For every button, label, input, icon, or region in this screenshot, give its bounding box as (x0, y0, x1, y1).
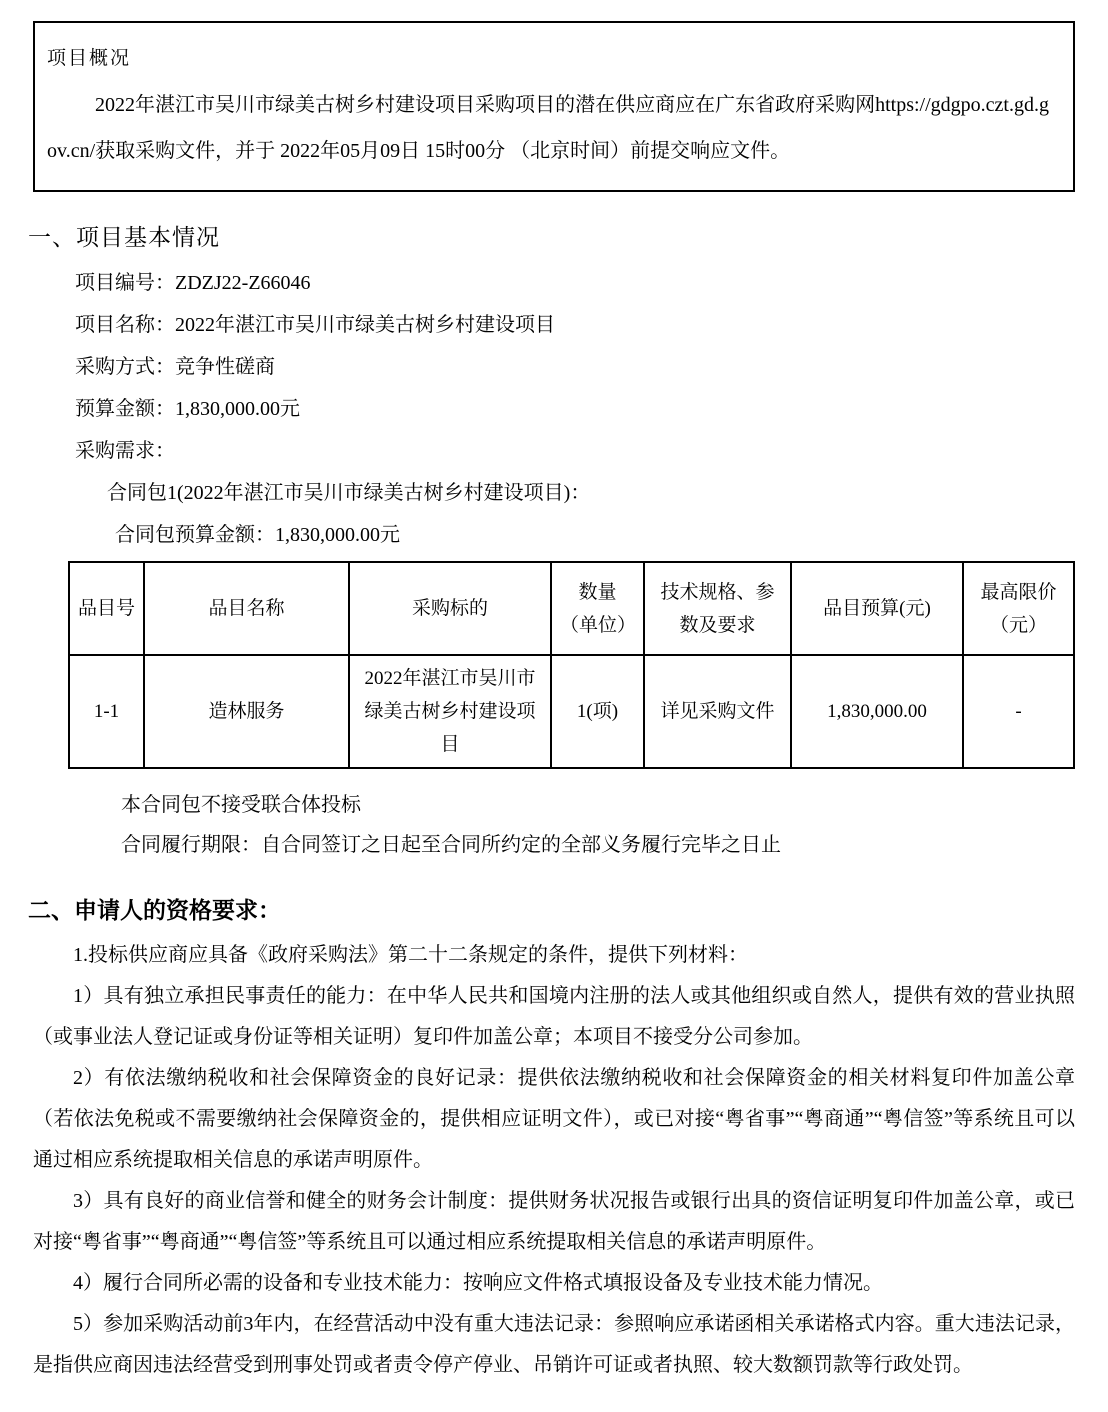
section1-heading: 一、项目基本情况 (28, 225, 220, 250)
field-budget-amount: 预算金额：1,830,000.00元 (75, 398, 300, 420)
qualification-item-1: 1）具有独立承担民事责任的能力：在中华人民共和国境内注册的法人或其他组织或自然人，提供有效的营业执照（或事业法人登记证或身份证等相关证明）复印件加盖公章；本项目不接受分公司参加。 (33, 985, 1075, 1048)
cell-subject: 2022年湛江市吴川市绿美古树乡村建设项目 (349, 655, 551, 768)
col-header-subject: 采购标的 (349, 562, 551, 655)
qualification-item-2: 2）有依法缴纳税收和社会保障资金的良好记录：提供依法缴纳税收和社会保障资金的相关材料复印件加盖公章（若依法免税或不需要缴纳社会保障资金的，提供相应证明文件），或已对接“粤省事”“粤商通”“粤信签”等系统且可以通过相应系统提取相关信息的承诺声明原件。 (33, 1067, 1075, 1171)
col-header-item-budget: 品目预算(元) (791, 562, 963, 655)
cell-item-no: 1-1 (69, 655, 144, 768)
col-header-item-no: 品目号 (69, 562, 144, 655)
contract-package-budget: 合同包预算金额：1,830,000.00元 (115, 524, 400, 546)
cell-quantity-unit: 1(项) (551, 655, 644, 768)
note-no-consortium: 本合同包不接受联合体投标 (121, 794, 361, 816)
col-header-tech-specs: 技术规格、参数及要求 (644, 562, 791, 655)
field-procurement-method: 采购方式：竞争性磋商 (75, 356, 275, 378)
note-contract-period: 合同履行期限：自合同签订之日起至合同所约定的全部义务履行完毕之日止 (121, 834, 781, 856)
overview-body-text: 2022年湛江市吴川市绿美古树乡村建设项目采购项目的潜在供应商应在广东省政府采购网https://gdgpo.czt.gd.gov.cn/获取采购文件，并于 2022年05月09日 15时00分 （北京时间）前提交响应文件。 (47, 94, 1049, 162)
procurement-items-table (68, 561, 1075, 769)
qualification-item-3: 3）具有良好的商业信誉和健全的财务会计制度：提供财务状况报告或银行出具的资信证明复印件加盖公章，或已对接“粤省事”“粤商通”“粤信签”等系统且可以通过相应系统提取相关信息的承诺声明原件。 (33, 1190, 1075, 1253)
table-header-row (69, 562, 1074, 655)
table-row (69, 655, 1074, 768)
document-page (0, 21, 1108, 1386)
basic-info-fields (33, 262, 1075, 556)
field-procurement-demand: 采购需求： (75, 440, 175, 462)
qualification-intro: 1.投标供应商应具备《政府采购法》第二十二条规定的条件，提供下列材料： (73, 944, 748, 966)
qualification-item-5: 5）参加采购活动前3年内，在经营活动中没有重大违法记录：参照响应承诺函相关承诺格式内容。重大违法记录，是指供应商因违法经营受到刑事处罚或者责令停产停业、吊销许可证或者执照、较大数额罚款等行政处罚。 (33, 1313, 1075, 1376)
cell-max-price: - (963, 655, 1074, 768)
col-header-item-name: 品目名称 (144, 562, 349, 655)
qualification-requirements (33, 935, 1075, 1386)
field-project-name: 项目名称：2022年湛江市吴川市绿美古树乡村建设项目 (75, 314, 555, 336)
cell-item-budget: 1,830,000.00 (791, 655, 963, 768)
cell-item-name: 造林服务 (144, 655, 349, 768)
cell-tech-specs: 详见采购文件 (644, 655, 791, 768)
col-header-quantity-unit: 数量（单位） (551, 562, 644, 655)
qualification-item-4: 4）履行合同所必需的设备和专业技术能力：按响应文件格式填报设备及专业技术能力情况。 (73, 1272, 883, 1294)
contract-package-title: 合同包1(2022年湛江市吴川市绿美古树乡村建设项目)： (107, 482, 591, 504)
package-notes (33, 785, 1075, 865)
field-project-number: 项目编号：ZDZJ22-Z66046 (75, 272, 311, 294)
project-overview-box (33, 21, 1075, 192)
col-header-max-price: 最高限价（元） (963, 562, 1074, 655)
overview-title: 项目概况 (47, 48, 132, 69)
section2-heading: 二、申请人的资格要求： (28, 898, 281, 923)
